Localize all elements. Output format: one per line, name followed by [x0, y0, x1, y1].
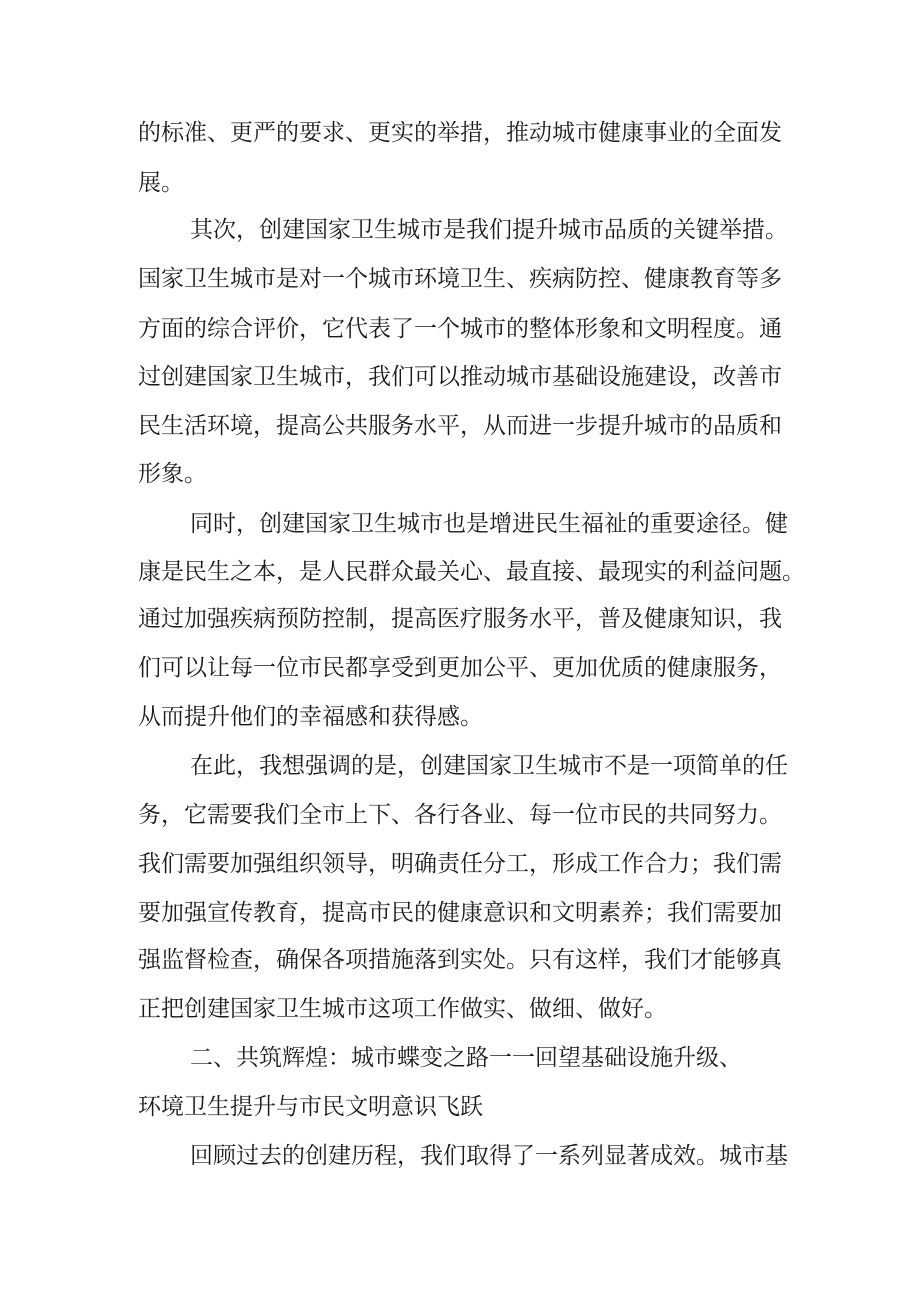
text-line: 我们需要加强组织领导，明确责任分工，形成工作合力；我们需 [138, 851, 782, 877]
text-line: 强监督检查，确保各项措施落到实处。只有这样，我们才能够真 [138, 947, 782, 973]
text-line: 民生活环境，提高公共服务水平，从而进一步提升城市的品质和 [138, 413, 782, 439]
section-heading-line: 二、共筑辉煌：城市蝶变之路一一回望基础设施升级、 [190, 1045, 742, 1071]
text-line: 务，它需要我们全市上下、各行各业、每一位市民的共同努力。 [138, 802, 782, 828]
text-line: 展。 [138, 170, 184, 196]
text-line: 方面的综合评价，它代表了一个城市的整体形象和文明程度。通 [138, 316, 782, 342]
text-line: 其次，创建国家卫生城市是我们提升城市品质的关键举措。 [190, 217, 788, 243]
text-line: 国家卫生城市是对一个城市环境卫生、疾病防控、健康教育等多 [138, 266, 782, 292]
section-heading-line: 环境卫生提升与市民文明意识飞跃 [138, 1094, 483, 1120]
text-line: 正把创建国家卫生城市这项工作做实、做细、做好。 [138, 996, 667, 1022]
text-line: 过创建国家卫生城市，我们可以推动城市基础设施建设，改善市 [138, 364, 782, 390]
text-line: 们可以让每一位市民都享受到更加公平、更加优质的健康服务， [138, 655, 782, 681]
text-line: 通过加强疾病预防控制，提高医疗服务水平，普及健康知识，我 [138, 606, 782, 632]
text-line: 的标准、更严的要求、更实的举措，推动城市健康事业的全面发 [138, 120, 782, 146]
text-line: 在此，我想强调的是，创建国家卫生城市不是一项简单的任 [190, 753, 788, 779]
text-line: 形象。 [138, 461, 207, 487]
text-line: 要加强宣传教育，提高市民的健康意识和文明素养；我们需要加 [138, 900, 782, 926]
text-line: 同时，创建国家卫生城市也是增进民生福祉的重要途径。健 [190, 511, 788, 537]
text-line: 康是民生之本，是人民群众最关心、最直接、最现实的利益问题。 [138, 559, 805, 585]
text-line: 从而提升他们的幸福感和获得感。 [138, 704, 483, 730]
text-line: 回顾过去的创建历程，我们取得了一系列显著成效。城市基 [190, 1143, 788, 1169]
